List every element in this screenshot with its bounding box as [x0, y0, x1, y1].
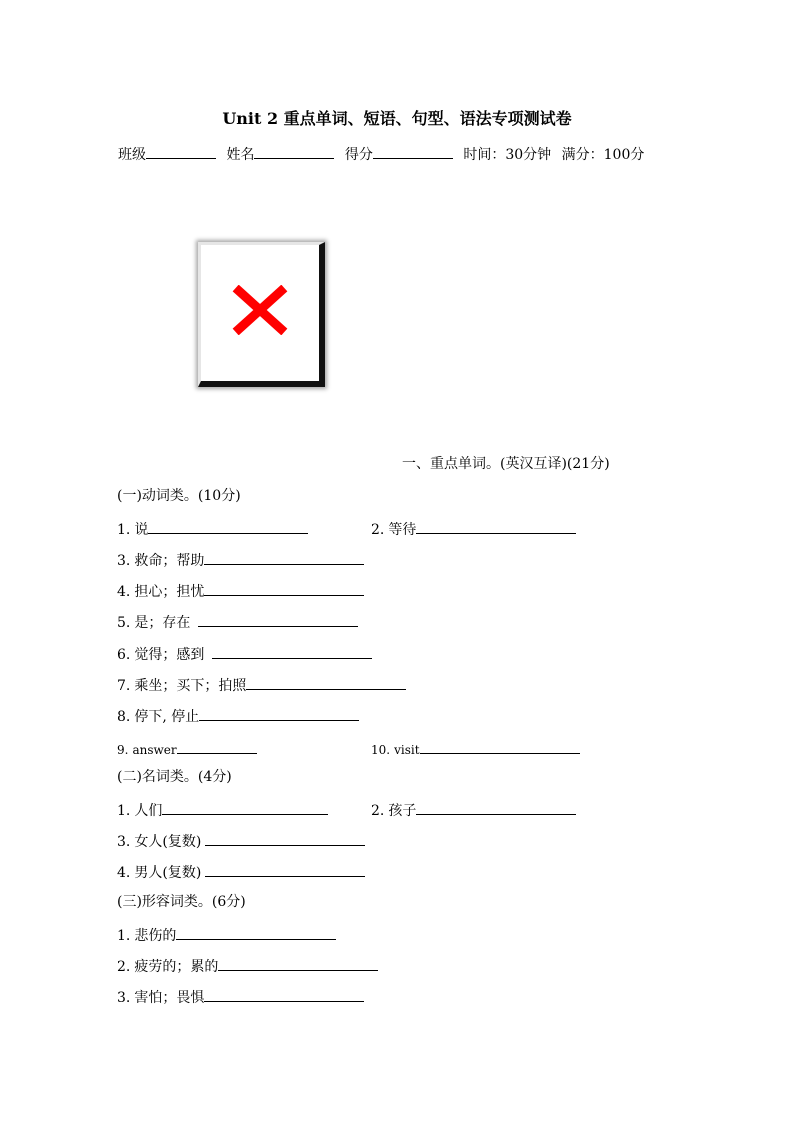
full-score-text: 满分：100分	[561, 147, 645, 163]
list-item: 4. 担心；担忧	[117, 580, 364, 598]
student-info-line	[118, 144, 644, 164]
verbs-heading: (一)动词类。(10分)	[117, 488, 241, 504]
page-title: Unit 2 重点单词、短语、句型、语法专项测试卷	[222, 109, 572, 128]
answer-blank[interactable]	[212, 643, 372, 659]
list-item: 2. 孩子	[371, 799, 576, 820]
time-text: 时间：30分钟	[463, 147, 552, 163]
score-label: 得分	[344, 147, 373, 163]
answer-blank[interactable]	[204, 580, 364, 596]
list-item: 3. 救命；帮助	[117, 549, 364, 567]
answer-blank[interactable]	[176, 924, 336, 940]
verbs-row-9	[117, 738, 717, 756]
list-item: 4. 男人(复数)	[117, 861, 365, 879]
answer-blank[interactable]	[218, 955, 378, 971]
broken-image-placeholder	[198, 242, 325, 387]
class-field	[118, 147, 216, 163]
class-label: 班级	[118, 147, 146, 163]
list-item: 2. 疲劳的；累的	[117, 955, 378, 973]
answer-blank[interactable]	[148, 518, 308, 534]
name-field	[226, 147, 334, 163]
score-blank[interactable]	[373, 144, 453, 159]
list-item: 7. 乘坐；买下；拍照	[117, 674, 406, 692]
section1-heading: 一、重点单词。(英汉互译)(21分)	[402, 456, 610, 472]
answer-blank[interactable]	[198, 611, 358, 627]
answer-blank[interactable]	[416, 518, 576, 534]
list-item: 3. 女人(复数)	[117, 830, 365, 848]
list-item: 1. 悲伤的	[117, 924, 336, 942]
list-item: 8. 停下, 停止	[117, 705, 359, 723]
answer-blank[interactable]	[416, 799, 576, 815]
answer-blank[interactable]	[205, 861, 365, 877]
answer-blank[interactable]	[204, 986, 364, 1002]
list-item: 6. 觉得；感到	[117, 643, 372, 661]
answer-blank[interactable]	[177, 738, 257, 754]
nouns-heading: (二)名词类。(4分)	[117, 769, 232, 785]
list-item: 3. 害怕；畏惧	[117, 986, 364, 1004]
list-item: 9. answer	[117, 738, 257, 759]
answer-blank[interactable]	[205, 830, 365, 846]
verbs-row-1	[117, 518, 717, 536]
list-item: 1. 人们	[117, 799, 328, 820]
name-label: 姓名	[226, 147, 255, 163]
list-item: 5. 是；存在	[117, 611, 358, 629]
answer-blank[interactable]	[246, 674, 406, 690]
class-blank[interactable]	[146, 144, 216, 159]
score-field	[345, 147, 453, 163]
adjectives-heading: (三)形容词类。(6分)	[117, 894, 246, 910]
broken-image-icon	[231, 285, 289, 335]
answer-blank[interactable]	[420, 738, 580, 754]
nouns-row-1	[117, 799, 717, 817]
list-item: 1. 说	[117, 518, 308, 539]
answer-blank[interactable]	[204, 549, 364, 565]
list-item: 10. visit	[371, 738, 580, 759]
answer-blank[interactable]	[199, 705, 359, 721]
name-blank[interactable]	[254, 144, 334, 159]
answer-blank[interactable]	[162, 799, 328, 815]
list-item: 2. 等待	[371, 518, 576, 539]
